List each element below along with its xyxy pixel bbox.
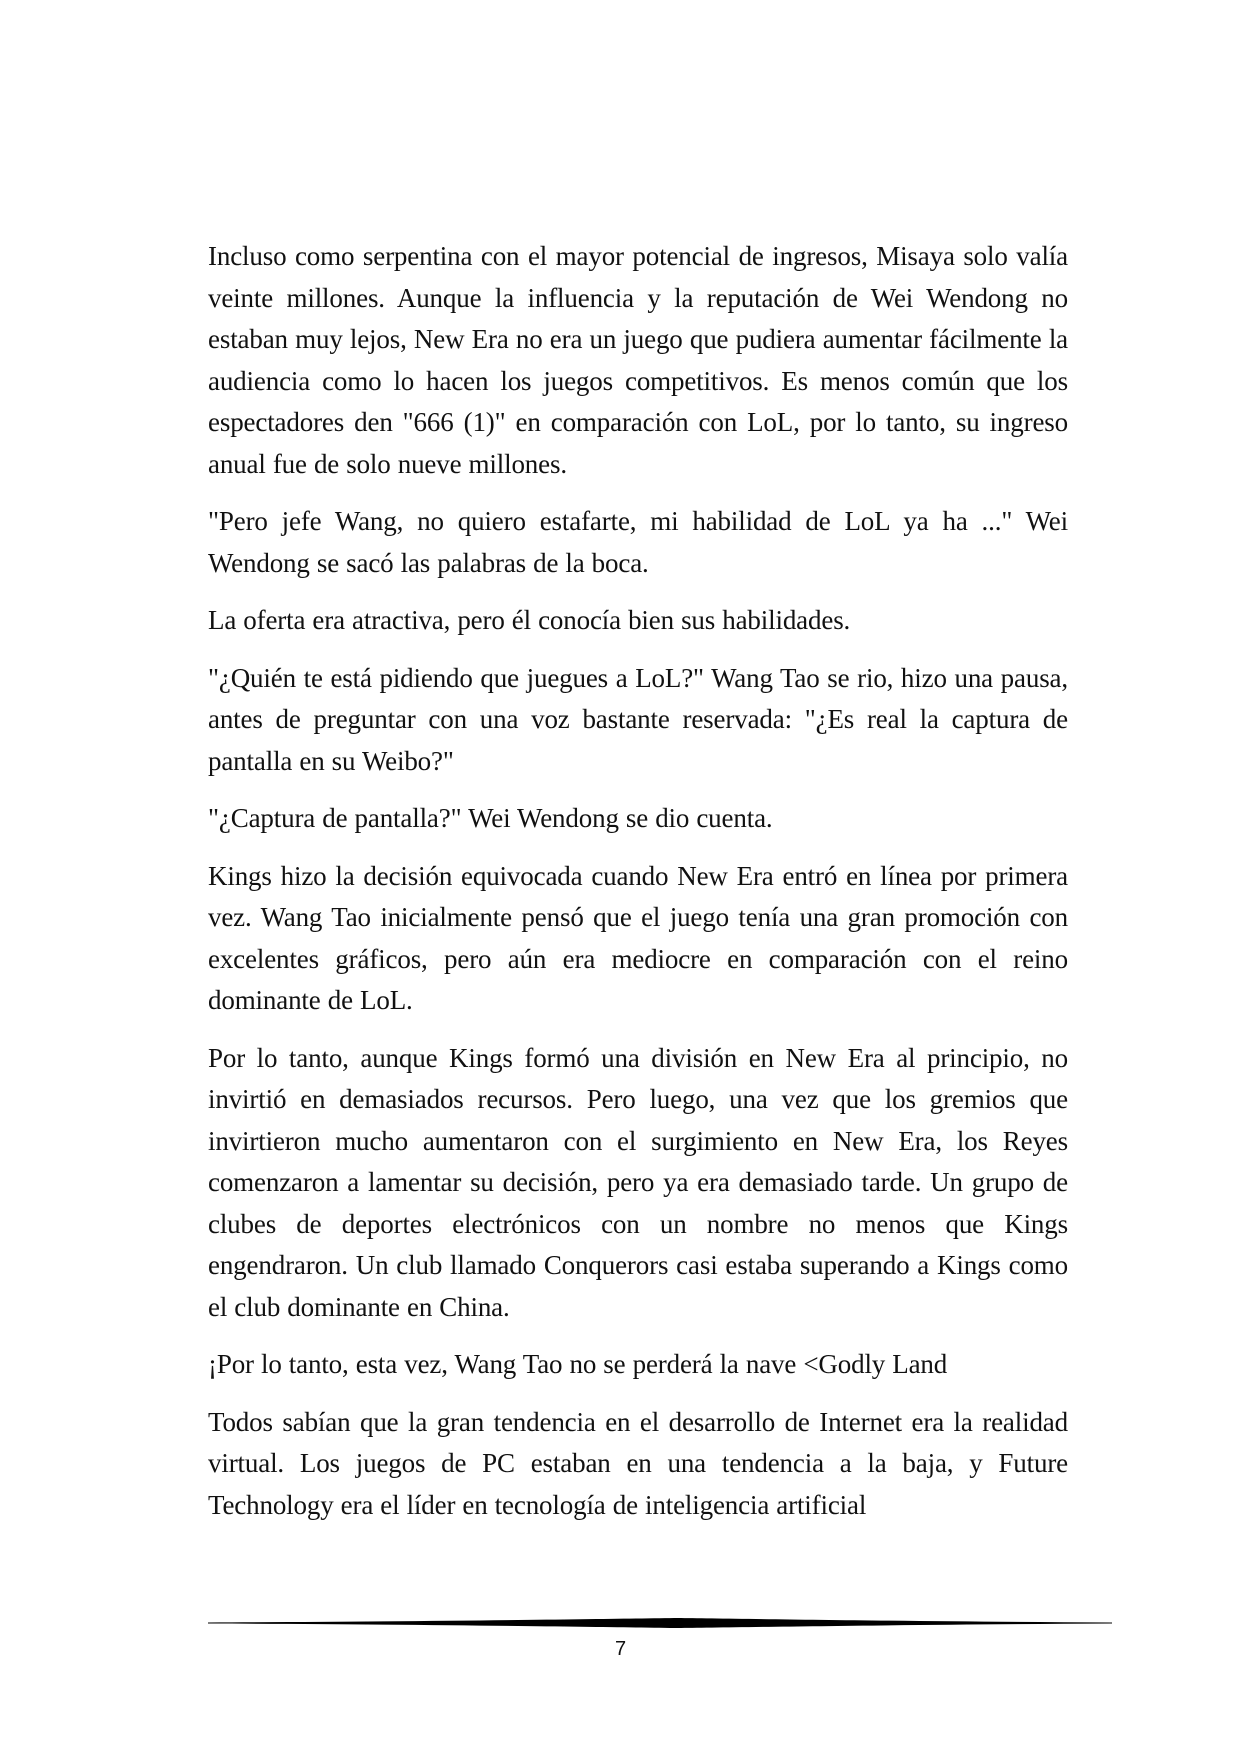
paragraph: "Pero jefe Wang, no quiero estafarte, mi habilidad de LoL ya ha ..." Wei Wendong se sacó las palabras de la boca. — [208, 506, 1068, 578]
footer-rule — [208, 1616, 1112, 1630]
paragraph: Incluso como serpentina con el mayor potencial de ingresos, Misaya solo valía veinte millones. Aunque la influencia y la reputación de Wei Wendong no estaban muy lejos, New Era no era un juego que pudiera aumentar fácilmente la audiencia como lo hacen los juegos competitivos. Es menos común que los espectadores den "666 (1)" en comparación con LoL, por lo tanto, su ingreso anual fue de solo nueve millones. — [208, 241, 1068, 479]
paragraph: ¡Por lo tanto, esta vez, Wang Tao no se perderá la nave <Godly Land — [208, 1349, 948, 1379]
paragraph: La oferta era atractiva, pero él conocía bien sus habilidades. — [208, 605, 851, 635]
paragraph: Todos sabían que la gran tendencia en el desarrollo de Internet era la realidad virtual. Los juegos de PC estaban en una tendencia a la baja, y Future Technology era el líder en tecnología de inteligencia artificial — [208, 1406, 1068, 1520]
paragraph: Por lo tanto, aunque Kings formó una división en New Era al principio, no invirtió en demasiados recursos. Pero luego, una vez que los gremios que invirtieron mucho aumentaron con el surgimiento en New Era, los Reyes comenzaron a lamentar su decisión, pero ya era demasiado tarde. Un grupo de clubes de deportes electrónicos con un nombre no menos que Kings engendraron. Un club llamado Conquerors casi estaba superando a Kings como el club dominante en China. — [208, 1042, 1068, 1322]
paragraph: Kings hizo la decisión equivocada cuando New Era entró en línea por primera vez. Wang Tao inicialmente pensó que el juego tenía una gran promoción con excelentes gráficos, pero aún era mediocre en comparación con el reino dominante de LoL. — [208, 860, 1068, 1015]
page-body — [208, 236, 1068, 1526]
page-number: 7 — [614, 1638, 627, 1660]
paragraph: "¿Captura de pantalla?" Wei Wendong se dio cuenta. — [208, 803, 773, 833]
paragraph: "¿Quién te está pidiendo que juegues a LoL?" Wang Tao se rio, hizo una pausa, antes de preguntar con una voz bastante reservada: "¿Es real la captura de pantalla en su Weibo?" — [208, 662, 1068, 776]
footer-rule-stroke — [208, 1618, 1112, 1628]
